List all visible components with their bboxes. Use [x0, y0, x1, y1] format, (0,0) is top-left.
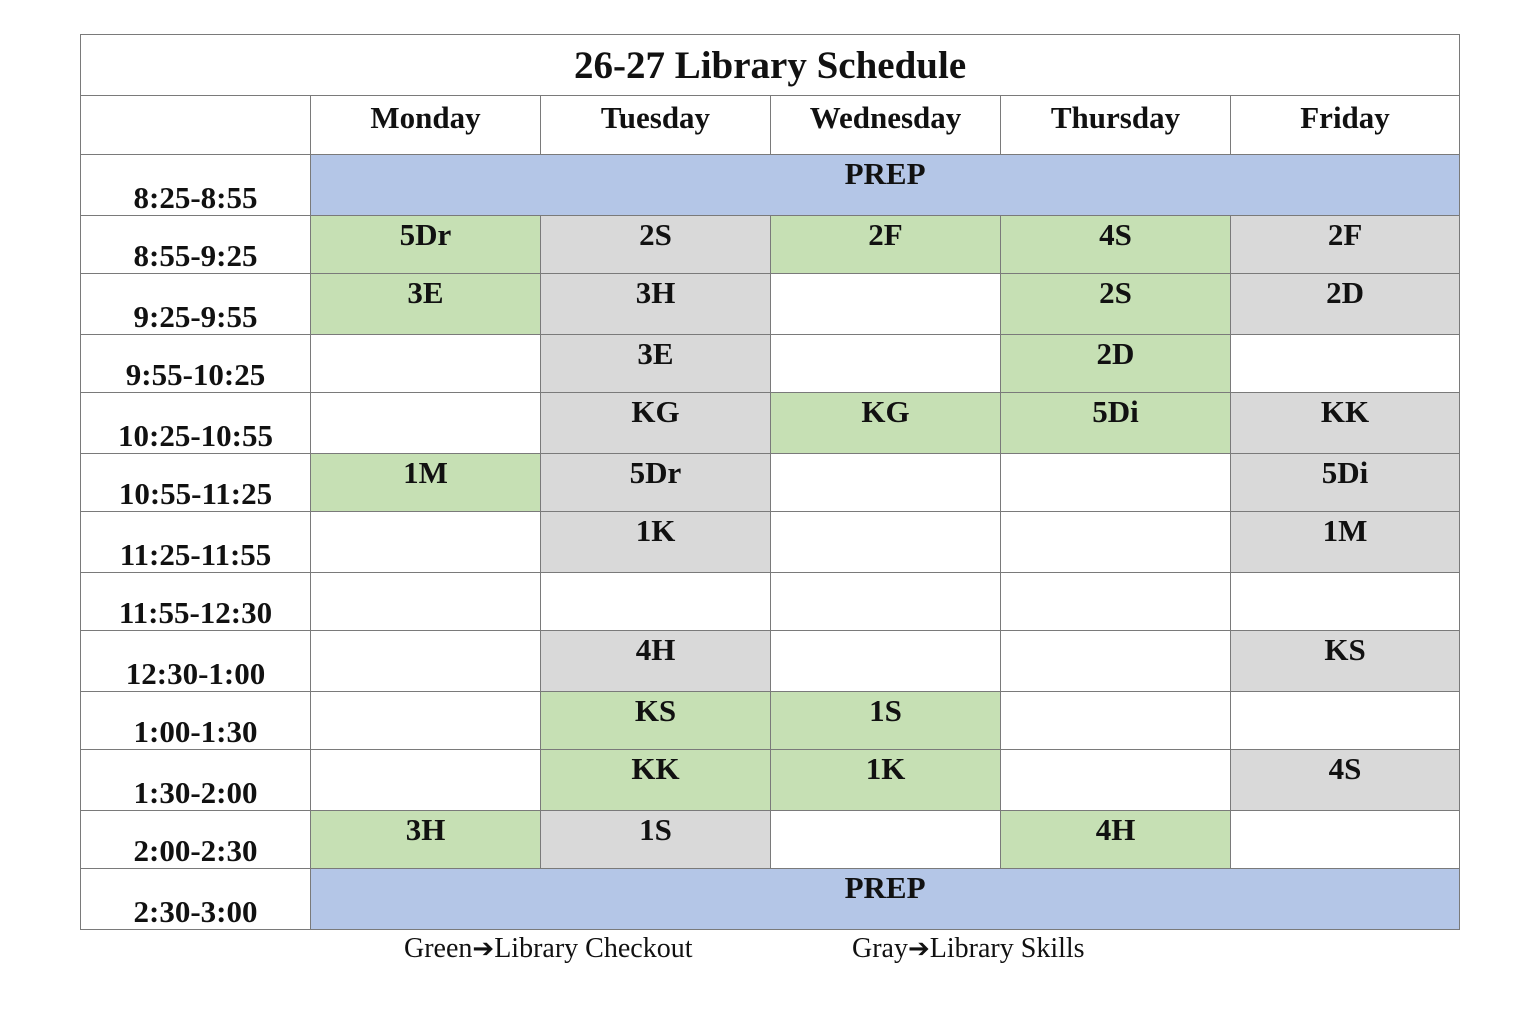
time-slot-label: 1:00-1:30: [81, 692, 311, 750]
schedule-row: [81, 692, 1460, 750]
time-slot-label: 9:55-10:25: [81, 335, 311, 393]
class-slot-thursday: [1001, 692, 1231, 750]
class-slot-tuesday: 1K: [541, 512, 771, 573]
legend-green: [404, 933, 692, 965]
class-slot-friday: 4S: [1231, 750, 1460, 811]
day-header-wednesday: Wednesday: [771, 96, 1001, 155]
class-slot-wednesday: 1S: [771, 692, 1001, 750]
class-slot-thursday: 5Di: [1001, 393, 1231, 454]
time-slot-label: 1:30-2:00: [81, 750, 311, 811]
legend-gray-label: Gray: [852, 933, 908, 964]
class-slot-monday: [311, 512, 541, 573]
class-slot-friday: KS: [1231, 631, 1460, 692]
schedule-row: [81, 811, 1460, 869]
schedule-row: [81, 631, 1460, 692]
time-slot-label: 2:30-3:00: [81, 869, 311, 930]
schedule-row: [81, 335, 1460, 393]
time-slot-label: 10:55-11:25: [81, 454, 311, 512]
class-slot-monday: [311, 631, 541, 692]
legend-gray: [852, 933, 1085, 965]
class-slot-wednesday: [771, 454, 1001, 512]
class-slot-wednesday: [771, 811, 1001, 869]
class-slot-thursday: [1001, 631, 1231, 692]
class-slot-wednesday: [771, 631, 1001, 692]
class-slot-friday: [1231, 811, 1460, 869]
time-slot-label: 11:55-12:30: [81, 573, 311, 631]
time-slot-label: 8:55-9:25: [81, 216, 311, 274]
class-slot-friday: 2D: [1231, 274, 1460, 335]
schedule-row: [81, 274, 1460, 335]
prep-block: PREP: [311, 869, 1460, 930]
class-slot-tuesday: 5Dr: [541, 454, 771, 512]
schedule-body: [81, 155, 1460, 930]
legend-green-label: Green: [404, 933, 473, 964]
right-arrow-icon: ➔: [472, 934, 495, 964]
time-slot-label: 9:25-9:55: [81, 274, 311, 335]
legend-gray-meaning: Library Skills: [929, 933, 1085, 964]
class-slot-tuesday: 4H: [541, 631, 771, 692]
class-slot-thursday: 2S: [1001, 274, 1231, 335]
schedule-row: [81, 155, 1460, 216]
class-slot-friday: [1231, 692, 1460, 750]
schedule-row: [81, 393, 1460, 454]
schedule-row: [81, 216, 1460, 274]
schedule-row: [81, 750, 1460, 811]
class-slot-tuesday: 3H: [541, 274, 771, 335]
class-slot-friday: [1231, 335, 1460, 393]
class-slot-thursday: [1001, 512, 1231, 573]
class-slot-monday: 1M: [311, 454, 541, 512]
class-slot-monday: [311, 750, 541, 811]
class-slot-tuesday: 1S: [541, 811, 771, 869]
class-slot-friday: 1M: [1231, 512, 1460, 573]
time-header-blank: [81, 96, 311, 155]
class-slot-monday: [311, 692, 541, 750]
time-slot-label: 2:00-2:30: [81, 811, 311, 869]
class-slot-friday: KK: [1231, 393, 1460, 454]
class-slot-monday: 3H: [311, 811, 541, 869]
class-slot-monday: 3E: [311, 274, 541, 335]
class-slot-wednesday: 2F: [771, 216, 1001, 274]
legend-green-meaning: Library Checkout: [494, 933, 693, 964]
schedule-row: [81, 869, 1460, 930]
class-slot-tuesday: KS: [541, 692, 771, 750]
class-slot-thursday: [1001, 454, 1231, 512]
time-slot-label: 12:30-1:00: [81, 631, 311, 692]
class-slot-wednesday: [771, 274, 1001, 335]
class-slot-tuesday: 2S: [541, 216, 771, 274]
class-slot-thursday: 4S: [1001, 216, 1231, 274]
class-slot-friday: 5Di: [1231, 454, 1460, 512]
day-header-thursday: Thursday: [1001, 96, 1231, 155]
class-slot-wednesday: [771, 573, 1001, 631]
class-slot-wednesday: KG: [771, 393, 1001, 454]
class-slot-monday: [311, 573, 541, 631]
day-header-row: [81, 96, 1460, 155]
right-arrow-icon: ➔: [907, 934, 930, 964]
day-header-tuesday: Tuesday: [541, 96, 771, 155]
class-slot-thursday: [1001, 750, 1231, 811]
time-slot-label: 8:25-8:55: [81, 155, 311, 216]
class-slot-monday: [311, 393, 541, 454]
class-slot-wednesday: [771, 335, 1001, 393]
schedule-row: [81, 573, 1460, 631]
class-slot-tuesday: KK: [541, 750, 771, 811]
class-slot-thursday: 2D: [1001, 335, 1231, 393]
day-header-monday: Monday: [311, 96, 541, 155]
class-slot-wednesday: 1K: [771, 750, 1001, 811]
schedule-row: [81, 454, 1460, 512]
class-slot-tuesday: 3E: [541, 335, 771, 393]
library-schedule-table: [80, 34, 1460, 930]
time-slot-label: 10:25-10:55: [81, 393, 311, 454]
schedule-row: [81, 512, 1460, 573]
class-slot-friday: [1231, 573, 1460, 631]
class-slot-thursday: [1001, 573, 1231, 631]
prep-block: PREP: [311, 155, 1460, 216]
class-slot-friday: 2F: [1231, 216, 1460, 274]
day-header-friday: Friday: [1231, 96, 1460, 155]
schedule-title: 26-27 Library Schedule: [81, 35, 1460, 96]
class-slot-tuesday: [541, 573, 771, 631]
time-slot-label: 11:25-11:55: [81, 512, 311, 573]
class-slot-thursday: 4H: [1001, 811, 1231, 869]
class-slot-monday: [311, 335, 541, 393]
class-slot-monday: 5Dr: [311, 216, 541, 274]
class-slot-wednesday: [771, 512, 1001, 573]
class-slot-tuesday: KG: [541, 393, 771, 454]
